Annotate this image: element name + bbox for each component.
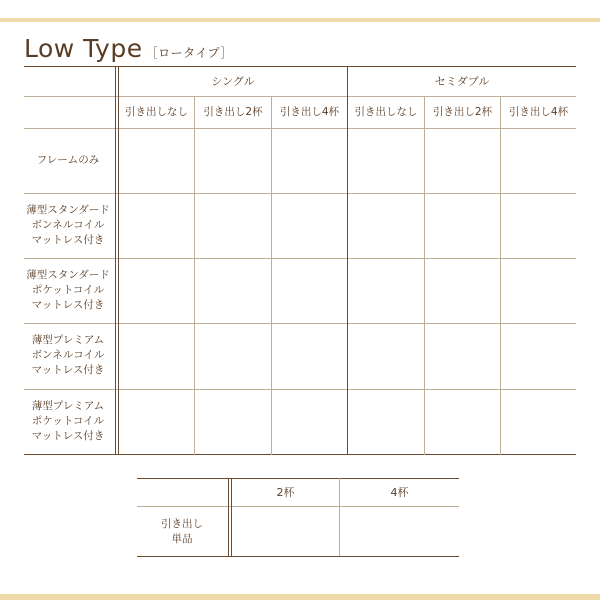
drawer-row-label: 引き出し 単品 xyxy=(161,518,203,545)
vrule-label-a xyxy=(115,66,116,455)
vrule-c2 xyxy=(271,96,272,455)
rule-group xyxy=(24,96,576,97)
rule-row1 xyxy=(24,193,576,194)
bottom-band xyxy=(0,594,600,600)
col-header: 引き出し4杯 xyxy=(279,106,340,118)
drawer-rule-top xyxy=(137,478,459,479)
col-header: 引き出しなし xyxy=(125,106,188,118)
title-main: Low Type xyxy=(24,34,143,63)
row-label-standard-pocket: 薄型スタンダード ポケットコイル マットレス付き xyxy=(26,269,110,311)
vrule-c1 xyxy=(194,96,195,455)
row-label-frame-only: フレームのみ xyxy=(36,154,100,166)
row-label-premium-pocket: 薄型プレミアム ポケットコイル マットレス付き xyxy=(31,400,105,442)
rule-bottom xyxy=(24,454,576,455)
rule-header xyxy=(24,128,576,129)
vrule-c4 xyxy=(424,96,425,455)
drawer-col-header: 2杯 xyxy=(276,486,295,499)
row-label-standard-bonnell: 薄型スタンダード ボンネルコイル マットレス付き xyxy=(26,204,110,246)
rule-row2 xyxy=(24,258,576,259)
top-band xyxy=(0,18,600,22)
drawer-rule-bottom xyxy=(137,556,459,557)
col-header: 引き出しなし xyxy=(354,106,418,118)
group-header-semidouble: セミダブル xyxy=(434,75,490,88)
rule-top xyxy=(24,66,576,67)
col-header: 引き出し2杯 xyxy=(203,106,263,118)
drawer-col-header: 4杯 xyxy=(390,486,409,499)
vrule-c5 xyxy=(500,96,501,455)
vrule-group xyxy=(347,66,348,455)
page-title xyxy=(24,34,233,68)
rule-row4 xyxy=(24,389,576,390)
col-header: 引き出し2杯 xyxy=(432,106,493,118)
row-label-premium-bonnell: 薄型プレミアム ボンネルコイル マットレス付き xyxy=(31,334,105,376)
drawer-rule-header xyxy=(137,506,459,507)
group-header-single: シングル xyxy=(211,75,255,88)
rule-row3 xyxy=(24,323,576,324)
drawer-vrule-a xyxy=(228,478,229,556)
title-sub: ［ロータイプ］ xyxy=(145,46,233,60)
col-header: 引き出し4杯 xyxy=(508,106,569,118)
vrule-label-b xyxy=(118,66,119,455)
